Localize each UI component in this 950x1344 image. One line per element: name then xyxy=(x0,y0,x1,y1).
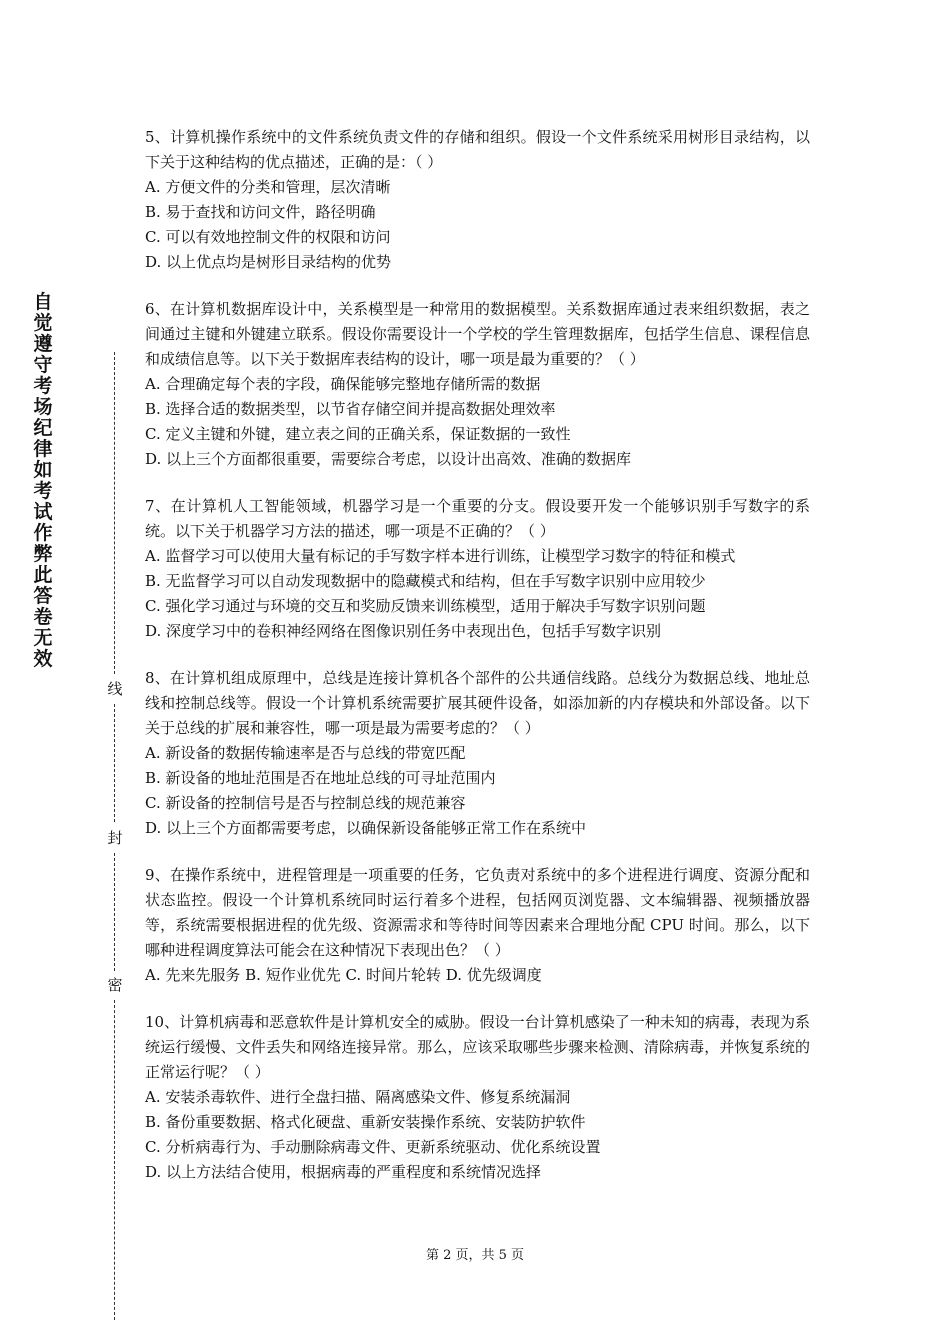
question-stem: 8、在计算机组成原理中，总线是连接计算机各个部件的公共通信线路。总线分为数据总线、地址总线和控制总线等。假设一个计算机系统需要扩展其硬件设备，如添加新的内存模块和外部设备。以下关于总线的扩展和兼容性，哪一项是最为需要考虑的？（ ） xyxy=(145,669,810,737)
seal-dashed-line xyxy=(114,1000,115,1320)
option-c: C. 新设备的控制信号是否与控制总线的规范兼容 xyxy=(145,794,466,812)
question-9 xyxy=(145,863,810,988)
question-stem: 7、在计算机人工智能领域，机器学习是一个重要的分支。假设要开发一个能够识别手写数字的系统。以下关于机器学习方法的描述，哪一项是不正确的？（ ） xyxy=(145,497,810,540)
question-6 xyxy=(145,297,810,472)
option-d: D. 深度学习中的卷积神经网络在图像识别任务中表现出色，包括手写数字识别 xyxy=(145,622,662,640)
question-stem: 9、在操作系统中，进程管理是一项重要的任务，它负责对系统中的多个进程进行调度、资源分配和状态监控。假设一个计算机系统同时运行着多个进程，包括网页浏览器、文本编辑器、视频播放器等，系统需要根据进程的优先级、资源需求和等待时间等因素来合理地分配 CPU 时间。那么，以下哪种进程调度算法可能会在这种情况下表现出色？（ ） xyxy=(145,866,810,959)
option-a: A. 监督学习可以使用大量有标记的手写数字样本进行训练，让模型学习数字的特征和模式 xyxy=(145,547,736,565)
option-b: B. 无监督学习可以自动发现数据中的隐藏模式和结构，但在手写数字识别中应用较少 xyxy=(145,572,706,590)
seal-label-secret: 密 xyxy=(104,976,126,994)
option-b: B. 易于查找和访问文件，路径明确 xyxy=(145,203,376,221)
option-d: D. 以上优点均是树形目录结构的优势 xyxy=(145,253,392,271)
seal-label-seal: 封 xyxy=(104,829,126,847)
seal-dashed-line xyxy=(114,853,115,971)
seal-label-line: 线 xyxy=(104,680,126,698)
page-footer: 第 2 页，共 5 页 xyxy=(425,1248,525,1263)
question-7 xyxy=(145,494,810,644)
option-b: B. 选择合适的数据类型，以节省存储空间并提高数据处理效率 xyxy=(145,400,556,418)
option-c: C. 分析病毒行为、手动删除病毒文件、更新系统驱动、优化系统设置 xyxy=(145,1138,601,1156)
option-b: B. 新设备的地址范围是否在地址总线的可寻址范围内 xyxy=(145,769,496,787)
option-d: D. 以上三个方面都很重要，需要综合考虑，以设计出高效、准确的数据库 xyxy=(145,450,632,468)
question-list xyxy=(145,125,810,1207)
option-d: D. 以上方法结合使用，根据病毒的严重程度和系统情况选择 xyxy=(145,1163,542,1181)
option-a: A. 新设备的数据传输速率是否与总线的带宽匹配 xyxy=(145,744,466,762)
question-stem: 5、计算机操作系统中的文件系统负责文件的存储和组织。假设一个文件系统采用树形目录结构，以下关于这种结构的优点描述，正确的是：（ ） xyxy=(145,128,810,171)
question-8 xyxy=(145,666,810,841)
option-line: A. 先来先服务 B. 短作业优先 C. 时间片轮转 D. 优先级调度 xyxy=(145,966,542,984)
question-5 xyxy=(145,125,810,275)
option-a: A. 合理确定每个表的字段，确保能够完整地存储所需的数据 xyxy=(145,375,541,393)
option-c: C. 强化学习通过与环境的交互和奖励反馈来训练模型，适用于解决手写数字识别问题 xyxy=(145,597,706,615)
option-c: C. 定义主键和外键，建立表之间的正确关系，保证数据的一致性 xyxy=(145,425,571,443)
question-10 xyxy=(145,1010,810,1185)
option-d: D. 以上三个方面都需要考虑，以确保新设备能够正常工作在系统中 xyxy=(145,819,587,837)
option-a: A. 安装杀毒软件、进行全盘扫描、隔离感染文件、修复系统漏洞 xyxy=(145,1088,571,1106)
exam-discipline-warning: 自觉遵守考场纪律如考试作弊此答卷无效 xyxy=(33,291,53,670)
seal-dashed-line xyxy=(114,352,115,674)
question-stem: 6、在计算机数据库设计中，关系模型是一种常用的数据模型。关系数据库通过表来组织数据，表之间通过主键和外键建立联系。假设你需要设计一个学校的学生管理数据库，包括学生信息、课程信息和成绩信息等。以下关于数据库表结构的设计，哪一项是最为重要的？（ ） xyxy=(145,300,810,368)
seal-dashed-line xyxy=(114,704,115,822)
option-a: A. 方便文件的分类和管理，层次清晰 xyxy=(145,178,391,196)
option-b: B. 备份重要数据、格式化硬盘、重新安装操作系统、安装防护软件 xyxy=(145,1113,586,1131)
question-stem: 10、计算机病毒和恶意软件是计算机安全的威胁。假设一台计算机感染了一种未知的病毒，表现为系统运行缓慢、文件丢失和网络连接异常。那么，应该采取哪些步骤来检测、清除病毒，并恢复系统的正常运行呢？（ ） xyxy=(145,1013,810,1081)
option-c: C. 可以有效地控制文件的权限和访问 xyxy=(145,228,391,246)
